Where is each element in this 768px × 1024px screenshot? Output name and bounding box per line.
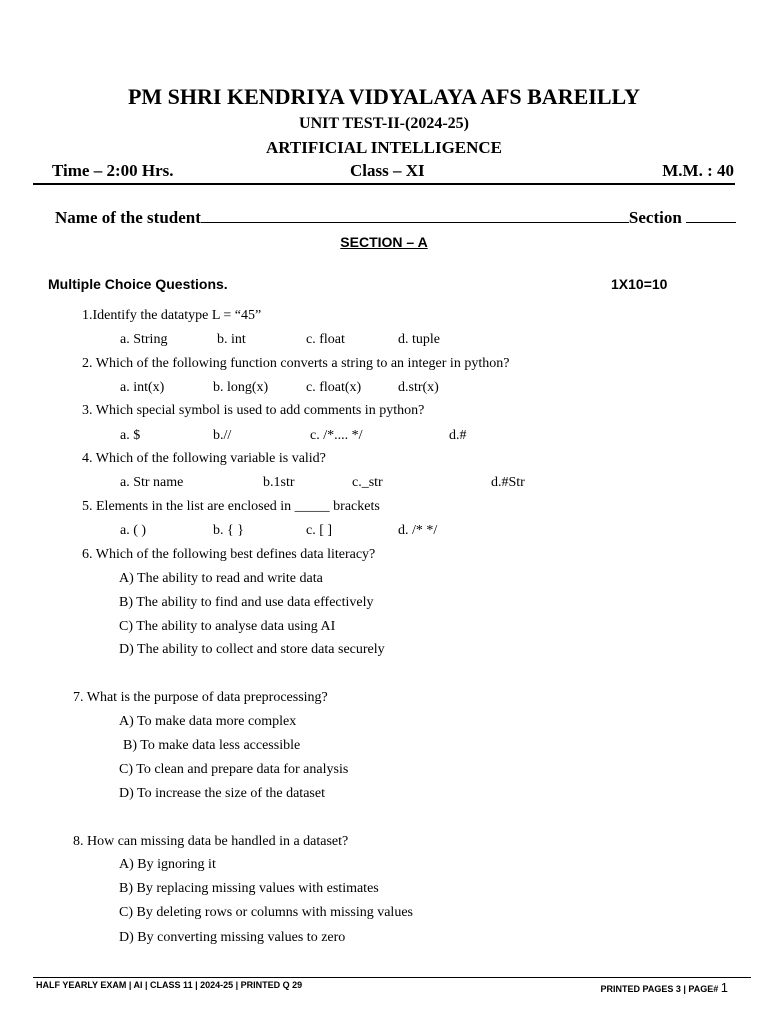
student-info-row [55,207,736,228]
question-8-option-b: B) By replacing missing values with estimates [119,881,379,896]
footer-exam-info: HALF YEARLY EXAM | AI | CLASS 11 | 2024-25 | PRINTED Q 29 [36,980,303,990]
school-name: PM SHRI KENDRIYA VIDYALAYA AFS BAREILLY [127,84,641,109]
page-number: 1 [720,980,728,995]
question-7-option-c: C) To clean and prepare data for analysis [119,762,349,777]
question-7: 7. What is the purpose of data preprocessing? [73,690,328,705]
question-1-option-a: a. String [120,332,168,347]
question-3-option-b: b.// [213,428,232,443]
student-name-label: Name of the student [55,208,201,227]
question-5-option-a: a. ( ) [120,523,147,538]
question-7-option-a: A) To make data more complex [119,714,297,729]
question-4-option-b: b.1str [263,475,295,490]
question-5-option-d: d. /* */ [398,523,438,538]
mcq-marks: 1X10=10 [611,276,668,292]
subject-title: ARTIFICIAL INTELLIGENCE [265,138,503,157]
question-1: 1.Identify the datatype L = “45” [82,308,262,323]
question-1-option-c: c. float [306,332,345,347]
section-a-title: SECTION – A [340,234,428,250]
mcq-heading: Multiple Choice Questions. [48,276,228,292]
question-5-option-c: c. [ ] [306,523,333,538]
question-5-option-b: b. { } [213,523,244,538]
exam-time: Time – 2:00 Hrs. [52,161,174,180]
question-2-option-a: a. int(x) [120,380,165,395]
question-2-option-d: d.str(x) [398,380,439,395]
question-2: 2. Which of the following function converts a string to an integer in python? [82,356,510,371]
header-divider [33,183,735,185]
question-7-option-d: D) To increase the size of the dataset [119,786,325,801]
section-label: Section [628,208,682,227]
max-marks: M.M. : 40 [662,161,734,180]
question-6: 6. Which of the following best defines data literacy? [82,547,376,562]
question-7-option-b: B) To make data less accessible [123,738,301,753]
question-6-option-d: D) The ability to collect and store data securely [119,642,385,657]
question-2-option-b: b. long(x) [213,380,269,395]
question-8-option-d: D) By converting missing values to zero [119,930,346,945]
footer-pages-label: PRINTED PAGES 3 | PAGE# [600,984,719,994]
question-8-option-c: C) By deleting rows or columns with missing values [119,905,413,920]
question-3: 3. Which special symbol is used to add comments in python? [82,403,425,418]
question-3-option-c: c. /*.... */ [310,428,363,443]
question-4-option-c: c._str [352,475,383,490]
footer-divider [33,977,751,978]
question-6-option-b: B) The ability to find and use data effectively [119,595,374,610]
question-8: 8. How can missing data be handled in a dataset? [73,834,349,849]
footer-page-info [601,980,728,995]
question-2-option-c: c. float(x) [306,380,362,395]
question-4-option-d: d.#Str [491,475,525,490]
student-name-blank[interactable] [201,207,629,223]
question-5: 5. Elements in the list are enclosed in _____ brackets [82,499,380,514]
question-6-option-c: C) The ability to analyse data using AI [119,619,336,634]
question-3-option-a: a. $ [120,428,141,443]
test-title: UNIT TEST-II-(2024-25) [299,115,469,132]
question-3-option-d: d.# [449,428,467,443]
question-4-option-a: a. Str name [120,475,184,490]
question-1-option-b: b. int [217,332,246,347]
question-1-option-d: d. tuple [398,332,440,347]
question-6-option-a: A) The ability to read and write data [119,571,323,586]
question-4: 4. Which of the following variable is valid? [82,451,326,466]
section-blank[interactable] [686,207,736,223]
exam-class: Class – XI [350,161,425,180]
question-8-option-a: A) By ignoring it [119,857,216,872]
